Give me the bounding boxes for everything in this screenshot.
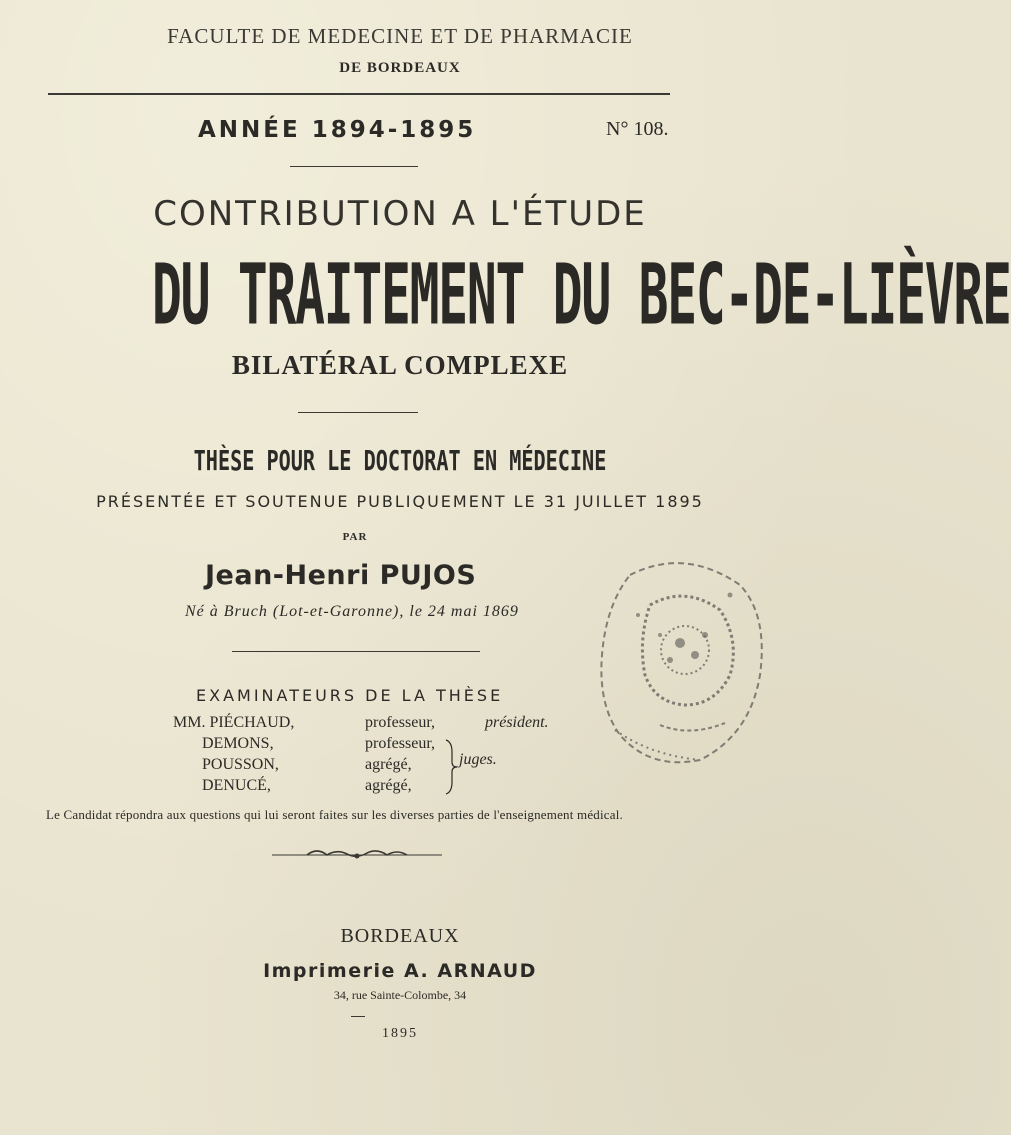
academic-year: ANNÉE 1894-1895 (198, 117, 477, 143)
examiner-role: professeur, (365, 714, 435, 731)
author-birth: Né à Bruch (Lot-et-Garonne), le 24 mai 1869 (185, 603, 519, 620)
by-label: PAR (342, 531, 368, 543)
imprint-year: 1895 (382, 1026, 418, 1041)
examiner-name: DEMONS, (202, 735, 274, 752)
examiners-title: EXAMINATEURS DE LA THÈSE (196, 686, 504, 705)
examiner-row (202, 735, 592, 755)
stamp-seal-icon (590, 555, 780, 780)
examiner-role: agrégé, (365, 777, 412, 794)
examiner-extra: président. (485, 714, 549, 731)
examiner-row (202, 777, 592, 797)
examiner-row (202, 756, 592, 776)
faculty-city: DE BORDEAUX (339, 60, 461, 76)
divider (298, 412, 418, 413)
examiner-role: professeur, (365, 735, 435, 752)
divider (351, 1016, 365, 1017)
printer-name: Imprimerie A. ARNAUD (263, 960, 537, 982)
faculty-heading: FACULTE DE MEDECINE ET DE PHARMACIE (167, 24, 633, 48)
divider (290, 166, 418, 167)
examiner-name: MM. PIÉCHAUD, (173, 714, 295, 731)
title-line-1: CONTRIBUTION A L'ÉTUDE (153, 194, 647, 234)
examiner-name: POUSSON, (202, 756, 279, 773)
author-name: Jean-Henri PUJOS (205, 560, 477, 591)
candidate-note: Le Candidat répondra aux questions qui lui seront faites sur les diverses parties de l'enseignement médical. (46, 807, 624, 822)
examiner-name: DENUCÉ, (202, 777, 271, 794)
header-rule (48, 93, 670, 95)
juges-label: juges. (459, 751, 497, 768)
thesis-kind: THÈSE POUR LE DOCTORAT EN MÉDECINE (193, 444, 607, 477)
defense-date: PRÉSENTÉE ET SOUTENUE PUBLIQUEMENT LE 31 JUILLET 1895 (96, 492, 704, 511)
thesis-number: N° 108. (606, 118, 669, 140)
title-line-2: DU TRAITEMENT DU BEC-DE-LIÈVRE (152, 245, 1011, 344)
brace-icon (444, 738, 458, 796)
title-line-3: BILATÉRAL COMPLEXE (231, 350, 569, 380)
divider (232, 651, 480, 652)
examiners-list (173, 714, 593, 794)
ornament-divider-icon (272, 845, 442, 861)
printer-address: 34, rue Sainte-Colombe, 34 (333, 988, 467, 1002)
imprint-city: BORDEAUX (340, 925, 460, 947)
examiner-role: agrégé, (365, 756, 412, 773)
examiner-row (173, 714, 593, 734)
